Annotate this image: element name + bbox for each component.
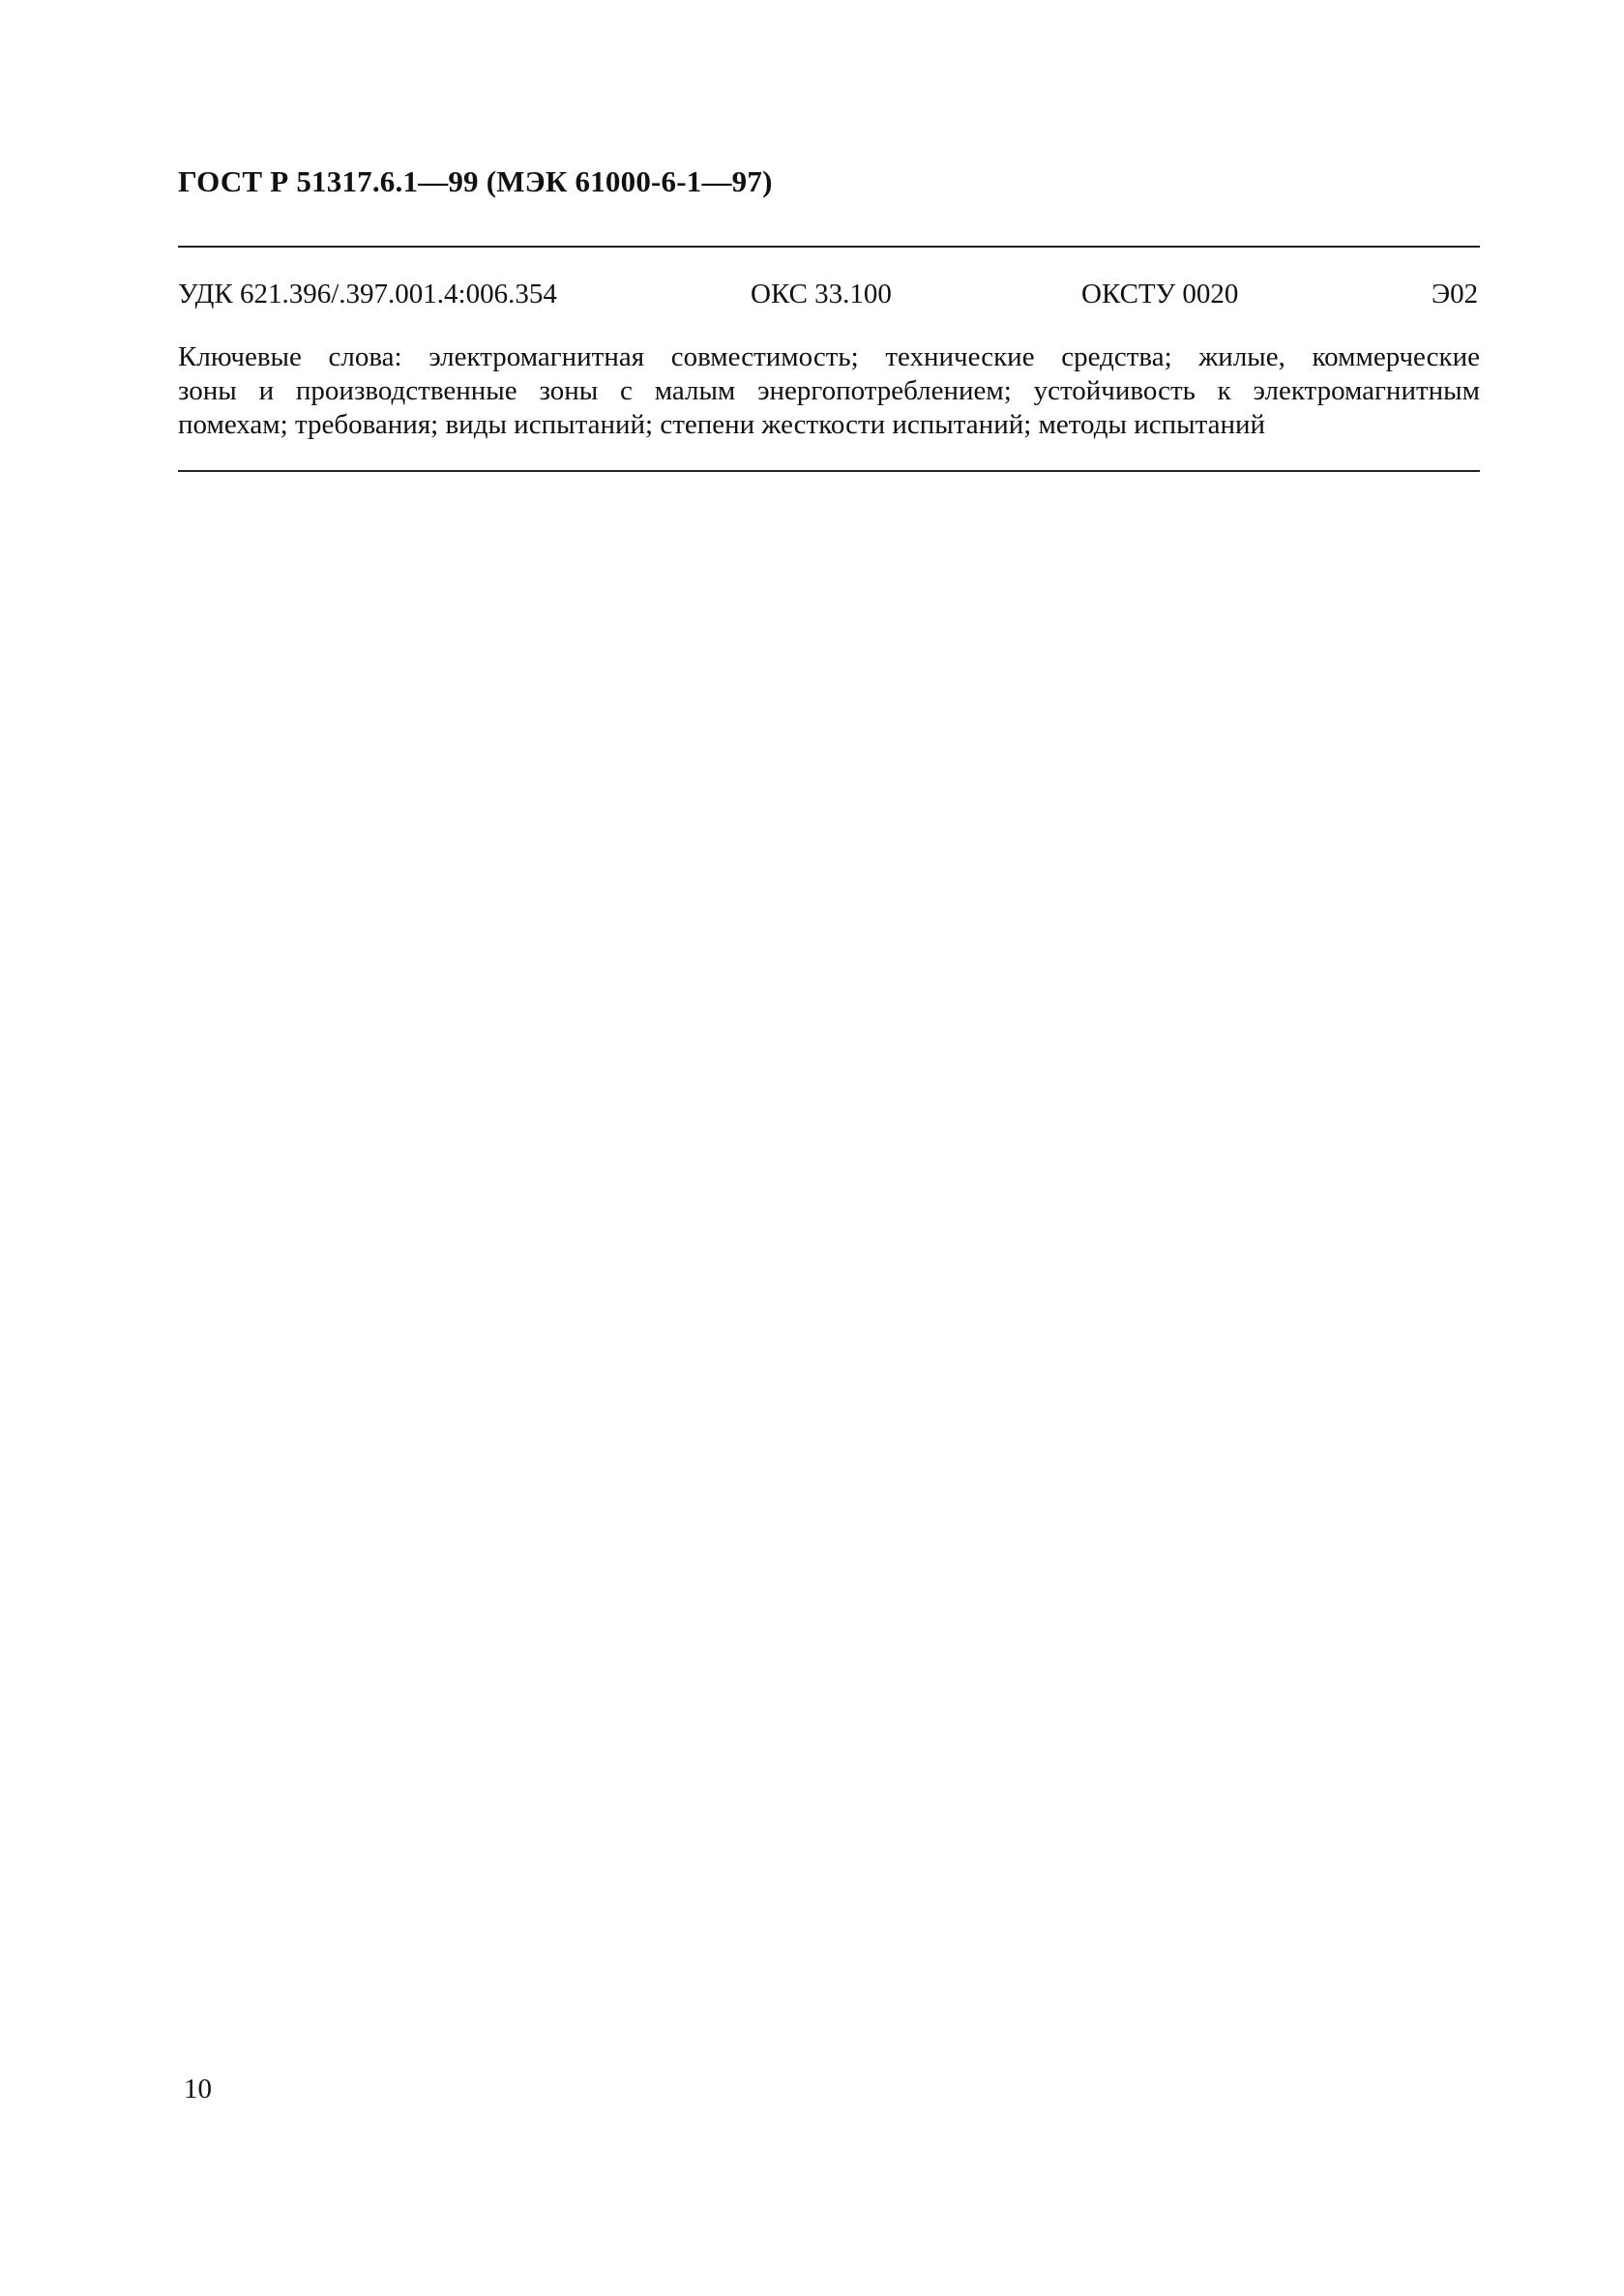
keywords-line: помехам; требования; виды испытаний; степени жесткости испытаний; методы испытаний (178, 409, 1266, 440)
bottom-divider (178, 470, 1480, 472)
group-code: Э02 (1432, 279, 1479, 309)
keywords-line: зоны и производственные зоны с малым энергопотреблением; устойчивость к электромагнитным (178, 375, 1480, 406)
top-divider (178, 246, 1480, 248)
page-number: 10 (184, 2074, 212, 2105)
keywords-paragraph (178, 340, 1480, 442)
document-title: ГОСТ Р 51317.6.1—99 (МЭК 61000-6-1—97) (178, 164, 773, 198)
udk-code: УДК 621.396/.397.001.4:006.354 (178, 279, 557, 309)
oks-code: ОКС 33.100 (751, 279, 892, 309)
keywords-line: Ключевые слова: электромагнитная совместимость; технические средства; жилые, коммерческие (178, 341, 1480, 372)
okstu-code: ОКСТУ 0020 (1081, 279, 1239, 309)
